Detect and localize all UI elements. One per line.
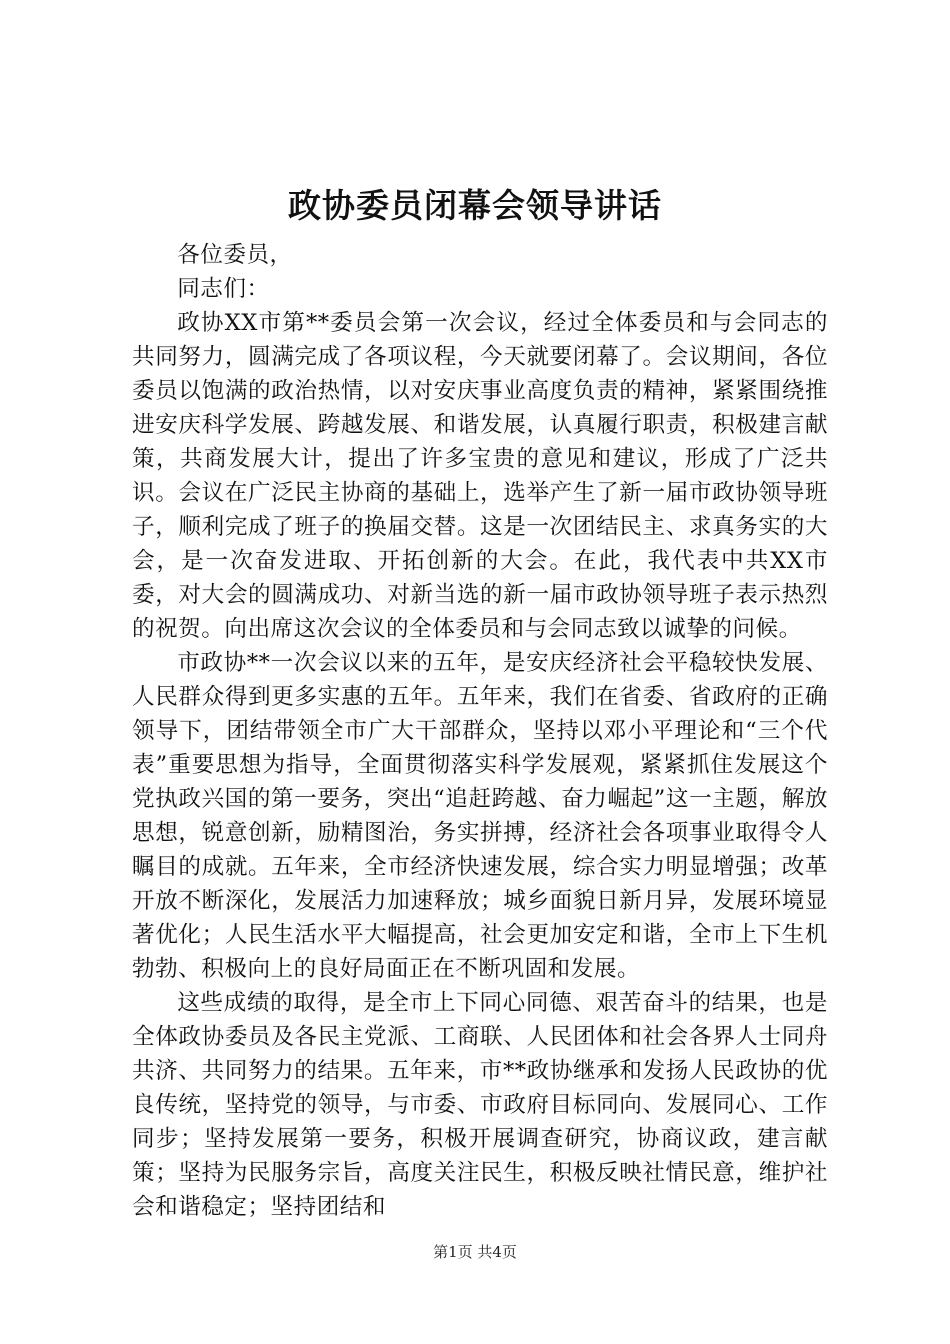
salutation-comrades: 同志们：: [177, 276, 270, 302]
page-number-footer: 第1页 共4页: [433, 1243, 517, 1261]
body-paragraph: 市政协**一次会议以来的五年，是安庆经济社会平稳较快发展、人民群众得到更多实惠的五年。五年来，我们在省委、省政府的正确领导下，团结带领全市广大干部群众，坚持以邓小平理论和“三个代表”重要思想为指导，全面贯彻落实科学发展观，紧紧抓住发展这个党执政兴国的第一要务，突出“追赶跨越、奋力崛起”这一主题，解放思想，锐意创新，励精图治，务实拼搏，经济社会各项事业取得令人瞩目的成就。五年来，全市经济快速发展，综合实力明显增强；改革开放不断深化，发展活力加速释放；城乡面貌日新月异，发展环境显著优化；人民生活水平大幅提高，社会更加安定和谐，全市上下生机勃勃、积极向上的良好局面正在不断巩固和发展。: [132, 650, 828, 982]
document-title: 政协委员闭幕会领导讲话: [288, 186, 662, 225]
body-paragraph: 政协XX市第**委员会第一次会议，经过全体委员和与会同志的共同努力，圆满完成了各项议程，今天就要闭幕了。会议期间，各位委员以饱满的政治热情，以对安庆事业高度负责的精神，紧紧围绕推进安庆科学发展、跨越发展、和谐发展，认真履行职责，积极建言献策，共商发展大计，提出了许多宝贵的意见和建议，形成了广泛共识。会议在广泛民主协商的基础上，选举产生了新一届市政协领导班子，顺利完成了班子的换届交替。这是一次团结民主、求真务实的大会，是一次奋发进取、开拓创新的大会。在此，我代表中共XX市委，对大会的圆满成功、对新当选的新一届市政协领导班子表示热烈的祝贺。向出席这次会议的全体委员和与会同志致以诚挚的问候。: [132, 310, 828, 642]
body-paragraph: 这些成绩的取得，是全市上下同心同德、艰苦奋斗的结果，也是全体政协委员及各民主党派、工商联、人民团体和社会各界人士同舟共济、共同努力的结果。五年来，市**政协继承和发扬人民政协的优良传统，坚持党的领导，与市委、市政府目标同向、发展同心、工作同步；坚持发展第一要务，积极开展调查研究，协商议政，建言献策；坚持为民服务宗旨，高度关注民生，积极反映社情民意，维护社会和谐稳定；坚持团结和: [132, 990, 828, 1220]
salutation-committee-members: 各位委员，: [177, 242, 293, 268]
document-body: [132, 238, 828, 1224]
